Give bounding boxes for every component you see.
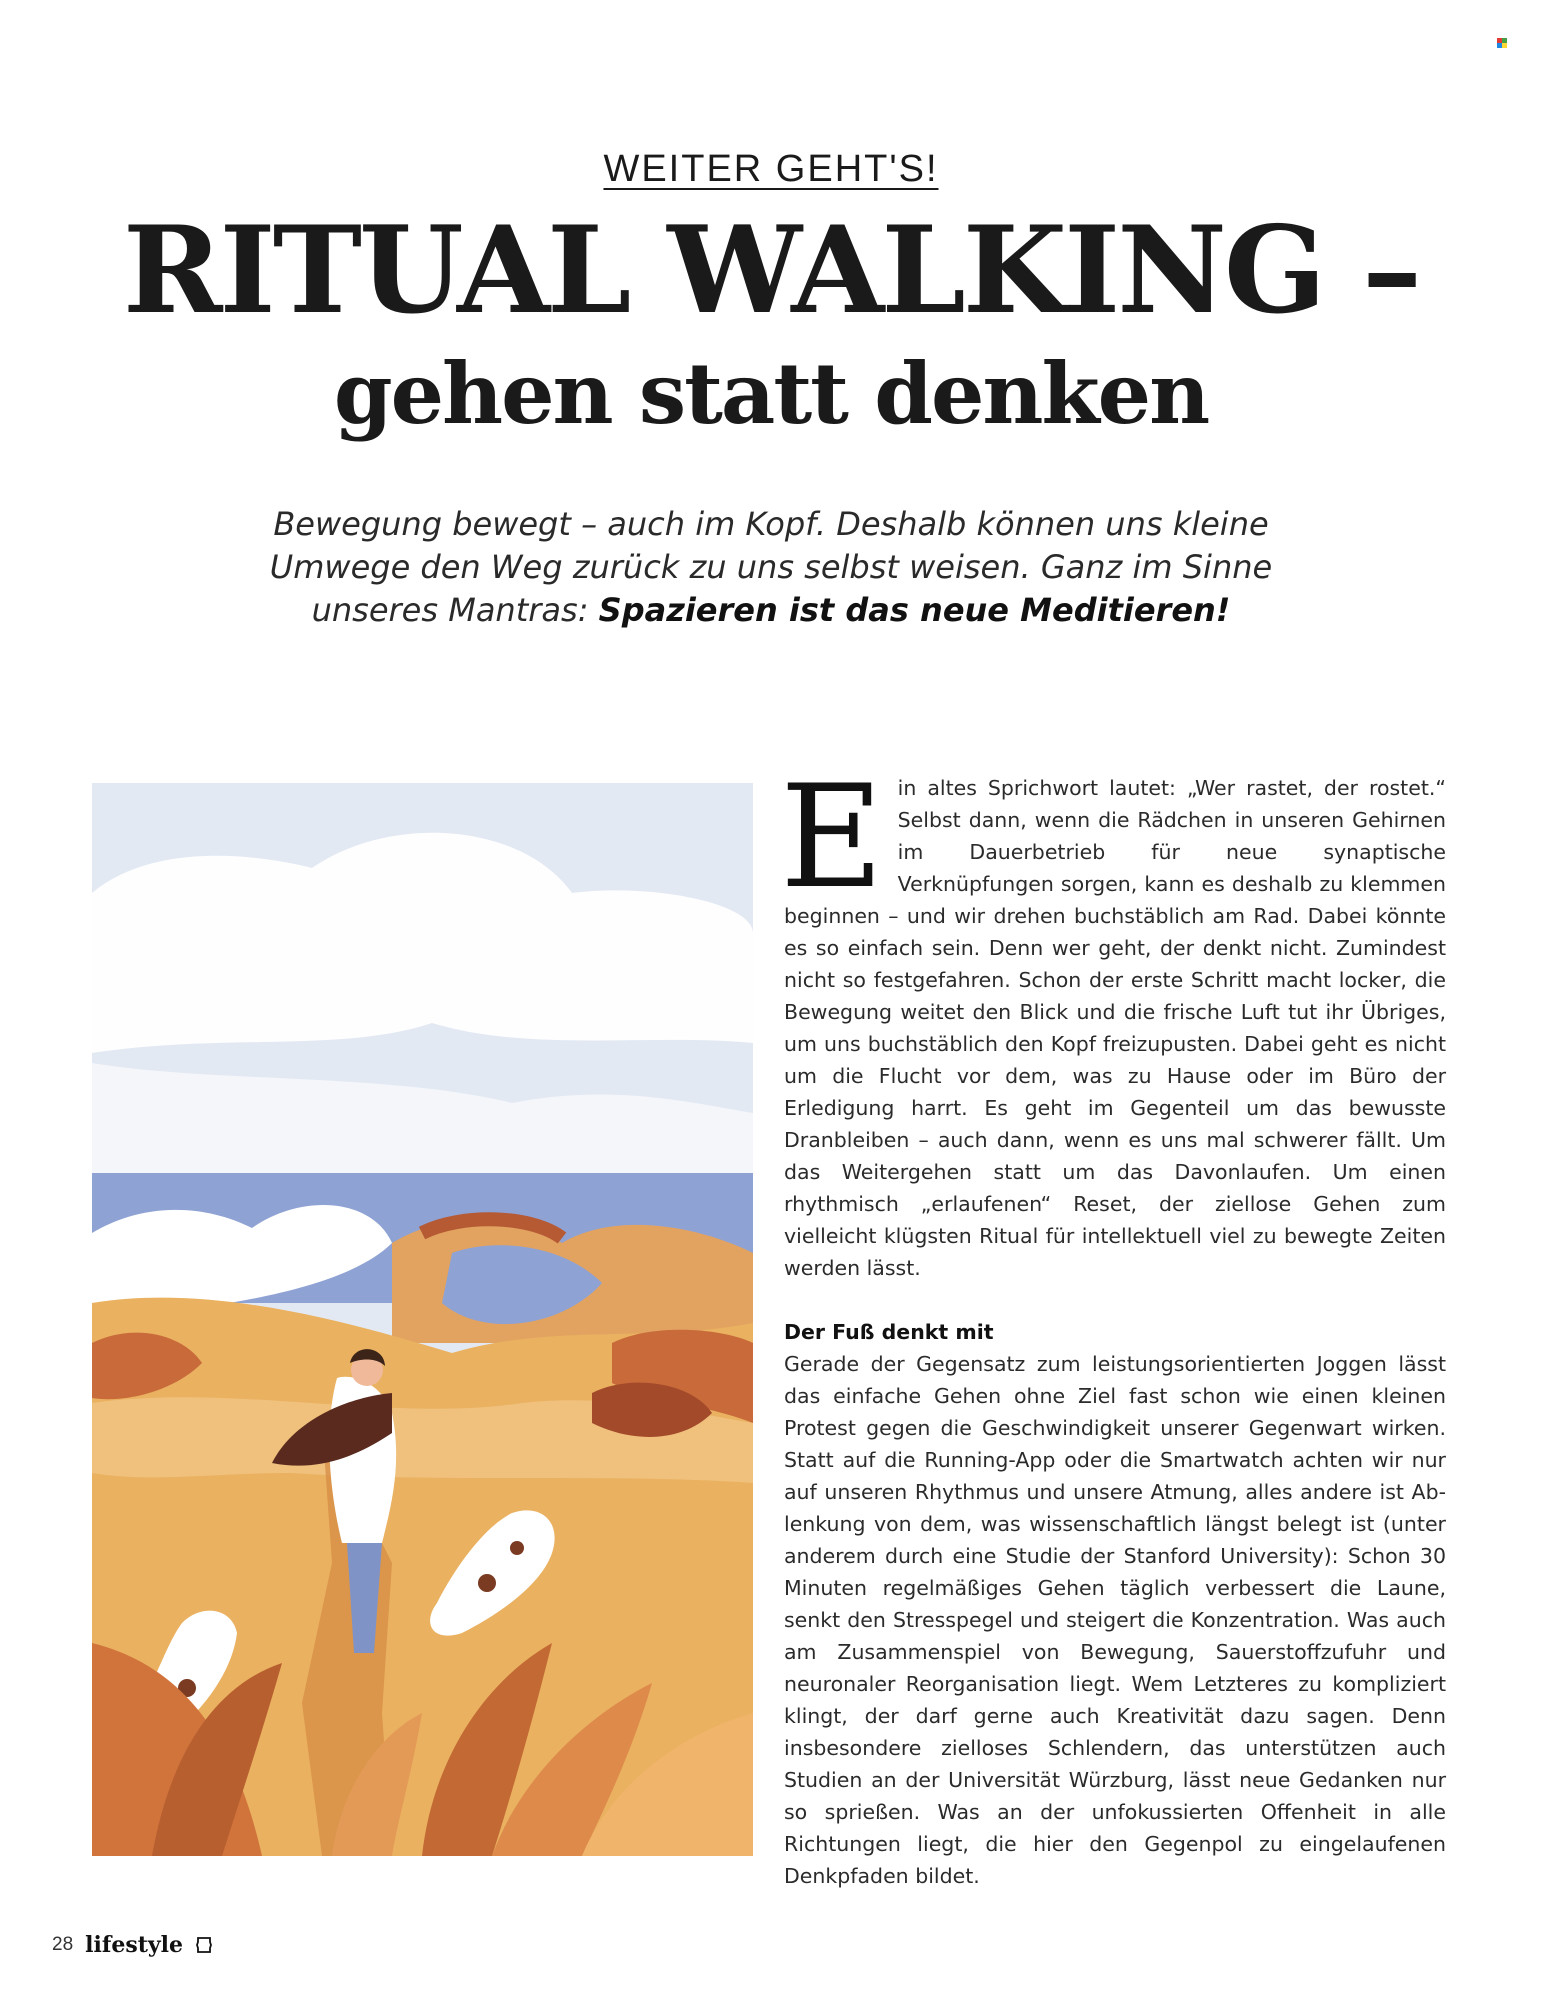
- article-paragraph: Gerade der Gegensatz zum leistungsorientierten Joggen lässt das einfache Gehen ohne Ziel fast schon wie einen kleinen Protest gegen die Geschwindigkeit unserer Gegenwart wirken. Statt auf die Running-App oder die Smartwatch achten wir nur auf unseren Rhythmus und unsere Atmung, alles andere ist Ablenkung von dem, was wissenschaftlich längst belegt ist (unter anderem durch eine Studie der Stanford University): Schon 30 Minuten regelmäßiges Gehen täglich verbessert die Laune, senkt den Stresspegel und steigert die Konzentration. Was auch am Zusammenspiel von Bewegung, Sauerstoffzufuhr und neuronaler Reorganisation liegt. Wem Letzteres zu kompliziert klingt, der darf gerne auch Kreativität dazu sagen. Denn insbesondere zielloses Schlendern, das unterstützen auch Studien an der Universität Würzburg, lässt neue Gedanken nur so sprießen. Was an der unfokussierten Offenheit in alle Richtungen liegt, die hier den Gegenpol zu eingelaufenen Denkpfaden bildet.: [784, 1352, 1446, 1888]
- brand-logo: lifestyle: [85, 1932, 184, 1958]
- color-mark-icon: [1497, 38, 1507, 48]
- headline: RITUAL WALKING –: [122, 200, 1420, 341]
- intro-body: Bewegung bewegt – auch im Kopf. Deshalb können uns kleine Umwege den Weg zurück zu uns selbst weisen. Ganz im Sinne unseres Mantras:: [269, 505, 1273, 629]
- intro-emphasis: Spazieren ist das neue Meditieren!: [598, 591, 1231, 629]
- illustration: [92, 783, 753, 1856]
- paragraph-text: in altes Sprichwort lautet: „Wer rastet, der rostet.“ Selbst dann, wenn die Rädchen in unseren Gehirnen im Dauerbetrieb für neue synaptische Verknüpfungen sorgen, kann es deshalb zu klemmen beginnen – und wir drehen buchstäblich am Rad. Dabei könnte es so einfach sein. Denn wer geht, der denkt nicht. Zumindest nicht so festgefahren. Schon der erste Schritt macht locker, die Bewegung weitet den Blick und die frische Luft tut ihr Übriges, um uns buchstäblich den Kopf freizupusten. Dabei geht es nicht um die Flucht vor dem, was zu Hause oder im Büro der Erledigung harrt. Es geht im Gegenteil um das bewusste Dranbleiben – auch dann, wenn es uns mal schwerer fällt. Um das Weitergehen statt um das Davonlaufen. Um einen rhythmisch „erlaufenen“ Reset, der ziellose Gehen zum vielleicht klügsten Ritual für intellektuell viel zu bewegte Zeiten werden lässt.: [784, 776, 1446, 1280]
- frame-icon: [195, 1936, 213, 1954]
- page-number: 28: [52, 1934, 74, 1955]
- section-subhead: Der Fuß denkt mit: [784, 1320, 994, 1344]
- article-paragraph: [780, 755, 1446, 1284]
- article-body: [780, 755, 1446, 1892]
- subheadline: gehen statt denken: [333, 344, 1209, 443]
- intro-text: [230, 503, 1312, 632]
- kicker: WEITER GEHT'S!: [603, 148, 939, 190]
- page-footer: [52, 1932, 213, 1958]
- drop-cap: E: [780, 755, 884, 920]
